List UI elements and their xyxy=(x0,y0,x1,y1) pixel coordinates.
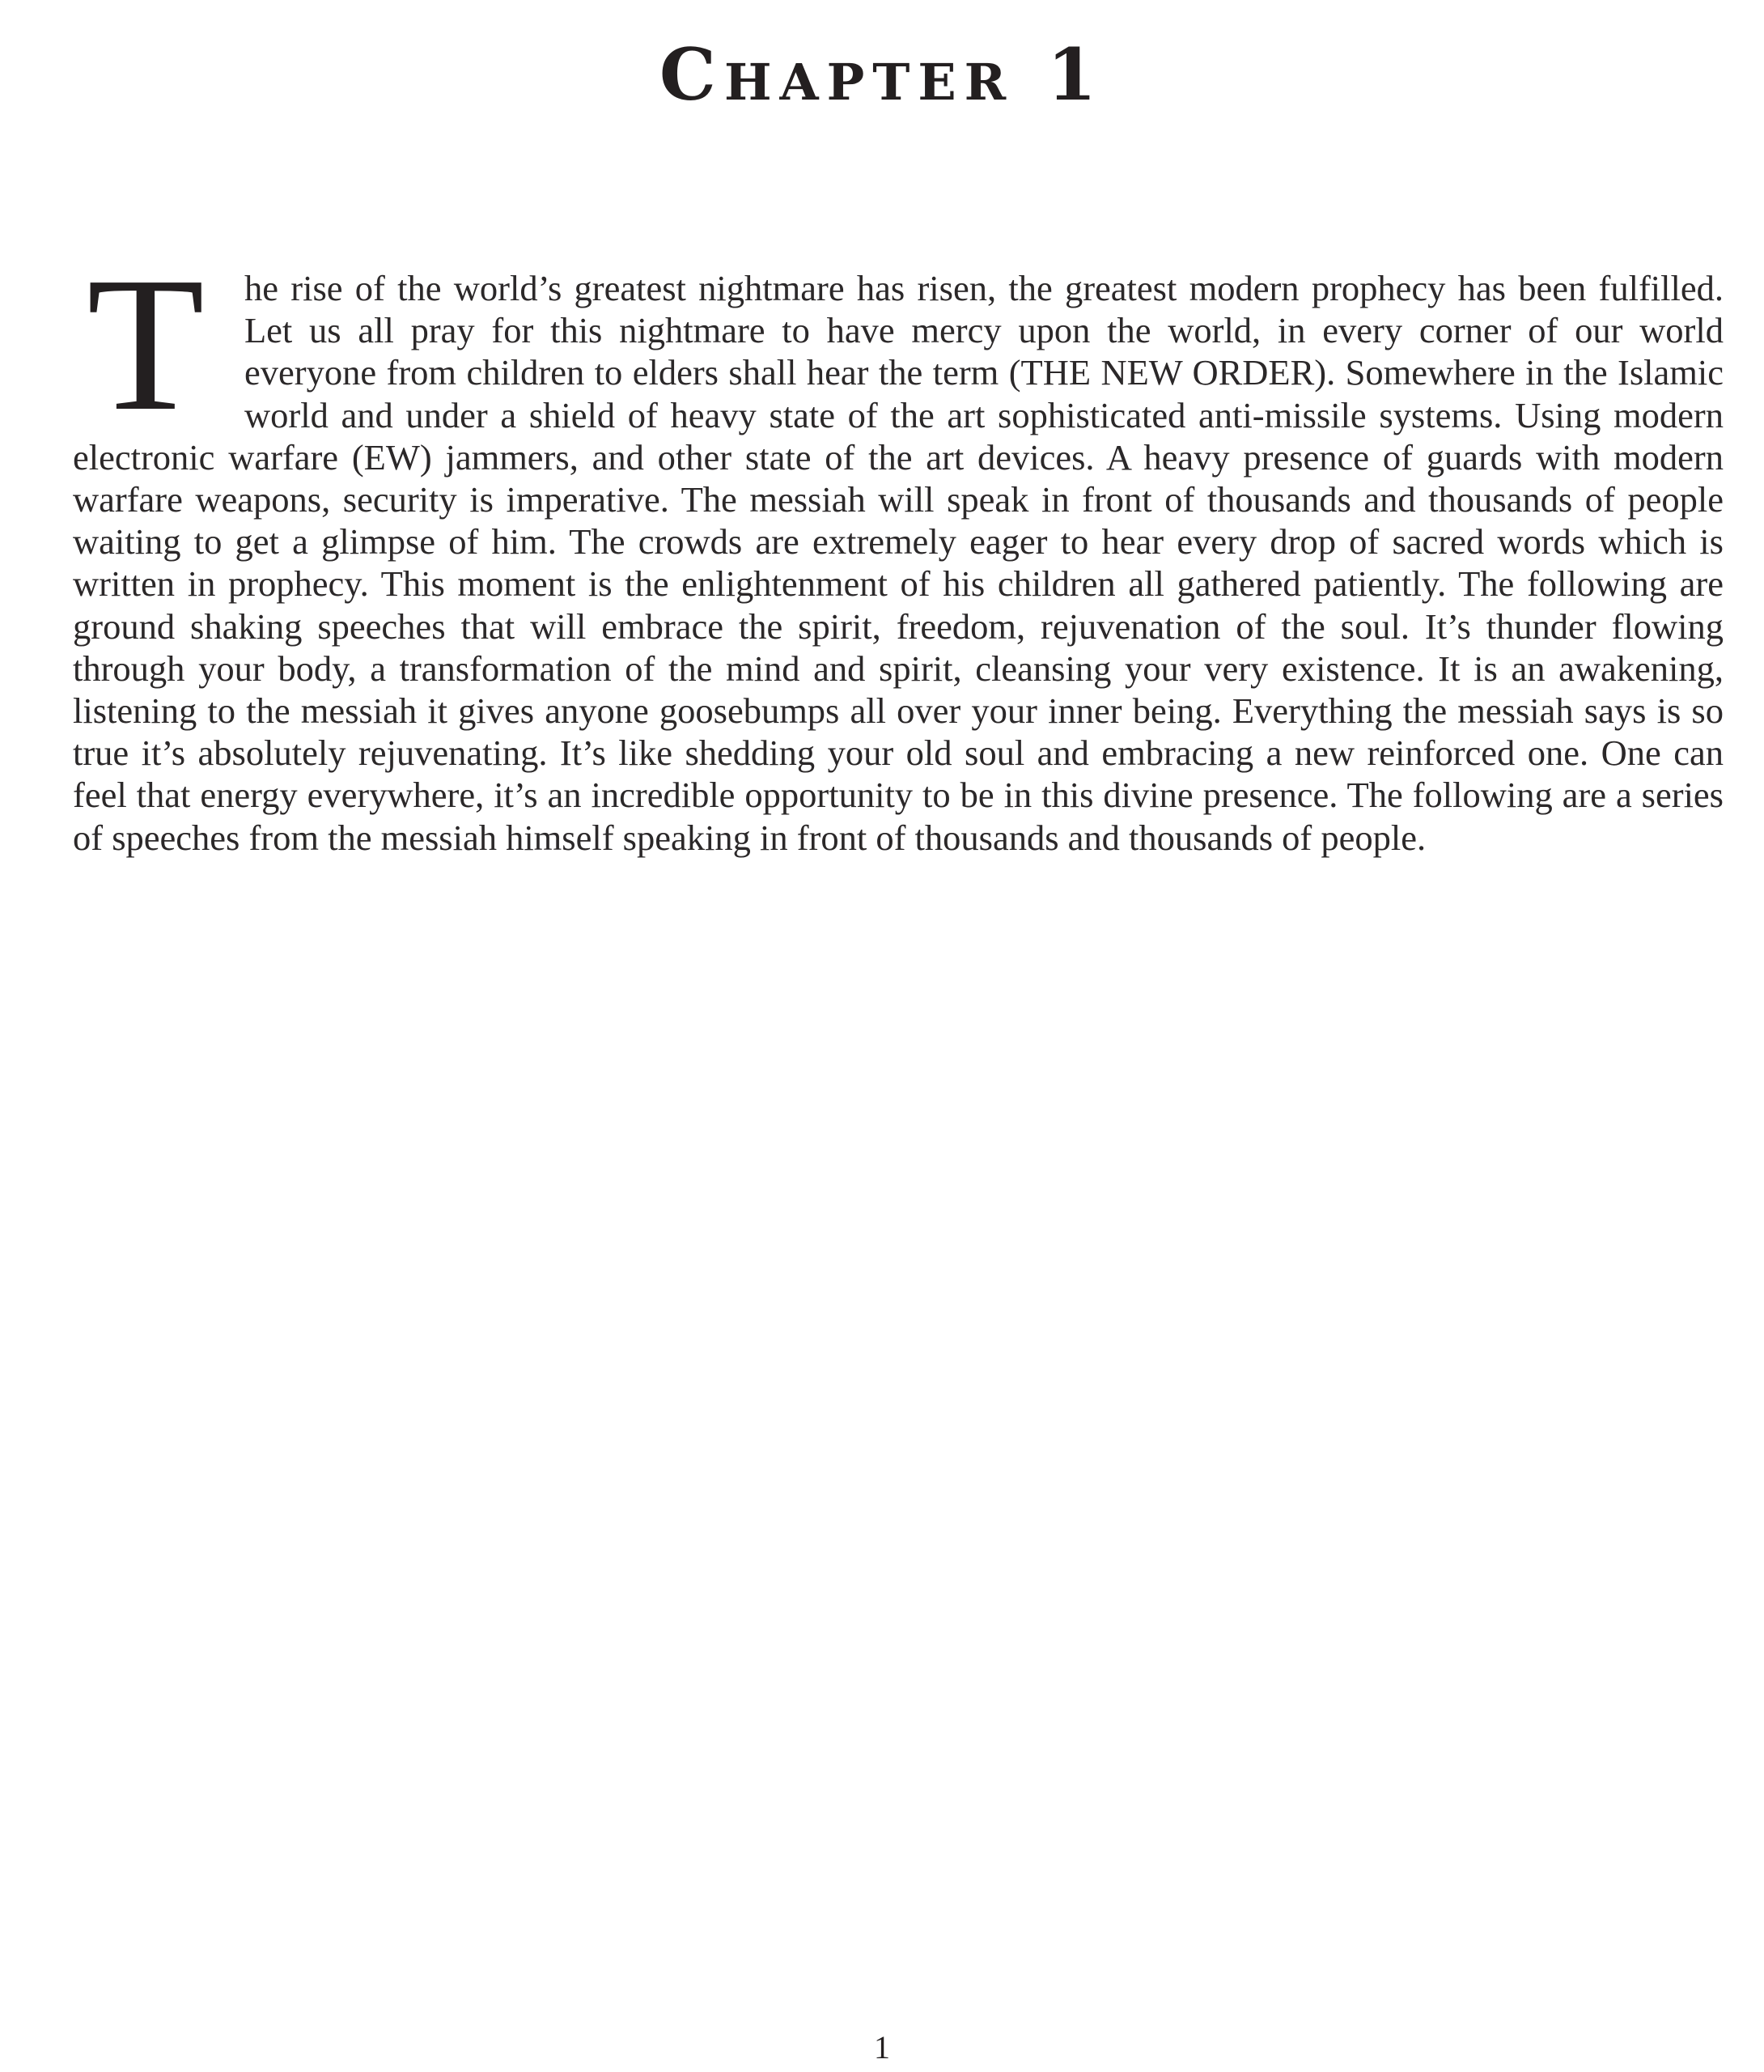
paragraph-text: he rise of the world’s greatest nightmare has risen, the greatest modern prophecy has been fulfilled. Let us all pray for this nightmare to have mercy upon the world, in every corner of our world everyone from children to elders shall hear the term (THE NEW ORDER). Somewhere in the Islamic world and under a shield of heavy state of the art sophisticated anti-missile systems. Using modern electronic warfare (EW) jammers, and other state of the art devices. A heavy presence of guards with modern warfare weapons, security is imperative. The messiah will speak in front of thousands and thousands of people waiting to get a glimpse of him. The crowds are extremely eager to hear every drop of sacred words which is written in prophecy. This moment is the enlightenment of his children all gathered patiently. The following are ground shaking speeches that will embrace the spirit, freedom, rejuvenation of the soul. It’s thunder flowing through your body, a transformation of the mind and spirit, cleansing your very existence. It is an awakening, listening to the messiah it gives anyone goosebumps all over your inner being. Everything the messiah says is so true it’s absolutely rejuvenating. It’s like shedding your old soul and embracing a new reinforced one. One can feel that energy everywhere, it’s an incredible opportunity to be in this divine presence. The following are a series of speeches from the messiah himself speaking in front of thousands and thousands of people. xyxy=(73,268,1724,858)
page-number: 1 xyxy=(874,2029,890,2066)
chapter-body-paragraph xyxy=(73,238,1724,859)
chapter-title: Chapter 1 xyxy=(659,32,1105,117)
drop-cap-letter: T xyxy=(87,238,205,451)
